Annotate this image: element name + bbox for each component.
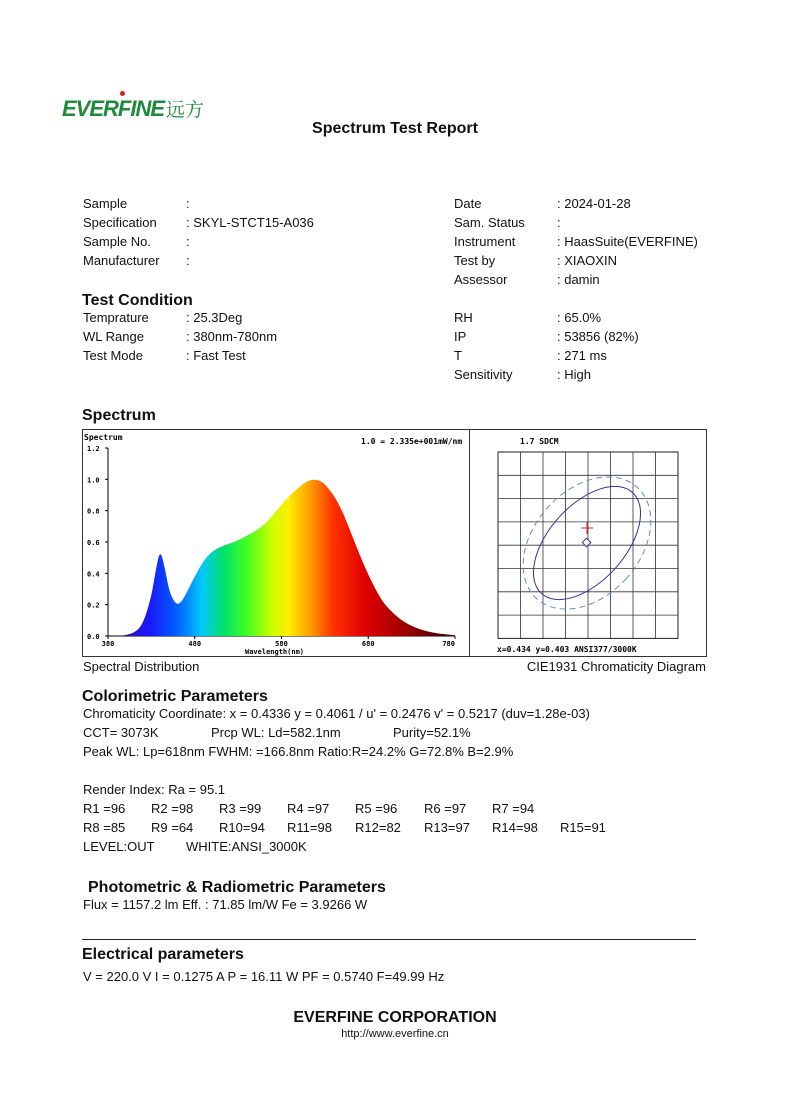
label-test-by: Test by <box>454 253 496 268</box>
test-condition-heading: Test Condition <box>82 292 193 309</box>
section-divider <box>82 939 696 940</box>
page-title: Spectrum Test Report <box>312 120 478 137</box>
electrical-heading: Electrical parameters <box>82 946 244 963</box>
white-value: WHITE:ANSI_3000K <box>186 839 307 854</box>
label-ip: IP <box>454 329 467 344</box>
r-value: R11=98 <box>287 820 332 835</box>
label-sensitivity: Sensitivity <box>454 367 513 382</box>
r-value: R5 =96 <box>355 801 398 816</box>
value-assessor: : damin <box>557 272 600 287</box>
value-sample: : <box>186 196 190 211</box>
y-tick-label: 0.8 <box>87 507 100 516</box>
value-rh: : 65.0% <box>557 310 602 325</box>
value-manufacturer: : <box>186 253 190 268</box>
chart-label: Spectrum <box>84 433 123 442</box>
r-value: R8 =85 <box>83 820 126 835</box>
cie-bottom-text: x=0.434 y=0.403 ANSI377/3000K <box>497 645 637 654</box>
r-value: R3 =99 <box>219 801 262 816</box>
r-value: R10=94 <box>219 820 265 835</box>
x-axis-label: Wavelength(nm) <box>245 648 305 656</box>
value-ip: : 53856 (82%) <box>557 329 639 344</box>
y-tick-label: 1.2 <box>87 445 100 453</box>
value-temperature: : 25.3Deg <box>186 310 243 325</box>
purity-value: Purity=52.1% <box>393 725 471 740</box>
logo-text: EVERFINE <box>62 96 165 121</box>
label-wl-range: WL Range <box>83 329 144 344</box>
r-value: R4 =97 <box>287 801 330 816</box>
label-specification: Specification <box>83 215 157 230</box>
label-date: Date <box>454 196 482 211</box>
y-tick-label: 0.4 <box>87 570 100 579</box>
r-value: R9 =64 <box>151 820 194 835</box>
colorimetric-heading: Colorimetric Parameters <box>82 688 268 705</box>
value-sample-no: : <box>186 234 190 249</box>
x-tick-label: 480 <box>188 640 202 648</box>
everfine-logo <box>62 95 204 122</box>
electrical-values: V = 220.0 V I = 0.1275 A P = 16.11 W PF = 0.5740 F=49.99 Hz <box>83 969 445 984</box>
level-value: LEVEL:OUT <box>83 839 155 854</box>
label-t: T <box>454 348 462 363</box>
prcp-wl-value: Prcp WL: Ld=582.1nm <box>211 725 341 740</box>
label-instrument: Instrument <box>454 234 516 249</box>
peak-wl-line: Peak WL: Lp=618nm FWHM: =166.8nm Ratio:R=24.2% G=72.8% B=2.9% <box>83 744 514 759</box>
cie-title: 1.7 SDCM <box>520 437 559 446</box>
label-test-mode: Test Mode <box>83 348 143 363</box>
scale-note: 1.0 = 2.335e+001mW/nm <box>361 437 463 446</box>
r-value: R1 =96 <box>83 801 126 816</box>
chromaticity-coordinate: Chromaticity Coordinate: x = 0.4336 y = 0.4061 / u' = 0.2476 v' = 0.5217 (duv=1.28e-03) <box>83 706 590 721</box>
value-specification: : SKYL-STCT15-A036 <box>186 215 314 230</box>
r-value: R12=82 <box>355 820 401 835</box>
cct-value: CCT= 3073K <box>83 725 159 740</box>
value-sensitivity: : High <box>557 367 591 382</box>
x-tick-label: 780 <box>442 640 455 648</box>
logo-cn: 远方 <box>166 100 205 121</box>
spectrum-heading: Spectrum <box>82 407 156 424</box>
r-value: R15=91 <box>560 820 606 835</box>
spectral-distribution-chart <box>83 430 469 657</box>
y-tick-label: 0.0 <box>87 633 100 641</box>
x-tick-label: 580 <box>275 640 288 648</box>
y-tick-label: 1.0 <box>87 476 100 485</box>
r-value: R14=98 <box>492 820 538 835</box>
photometric-values: Flux = 1157.2 lm Eff. : 71.85 lm/W Fe = 3.9266 W <box>83 897 368 912</box>
render-index: Render Index: Ra = 95.1 <box>83 782 226 797</box>
x-tick-label: 680 <box>361 640 375 648</box>
y-tick-label: 0.2 <box>87 601 100 610</box>
x-tick-label: 380 <box>101 640 115 648</box>
r-value: R2 =98 <box>151 801 194 816</box>
photometric-heading: Photometric & Radiometric Parameters <box>88 879 386 896</box>
spectrum-panel <box>82 429 707 657</box>
label-sam-status: Sam. Status <box>454 215 525 230</box>
value-sam-status: : <box>557 215 561 230</box>
value-test-mode: : Fast Test <box>186 348 246 363</box>
r-value: R7 =94 <box>492 801 535 816</box>
value-date: : 2024-01-28 <box>557 196 631 211</box>
label-rh: RH <box>454 310 473 325</box>
spectrum-area <box>108 480 455 636</box>
label-manufacturer: Manufacturer <box>83 253 160 268</box>
logo-dot-icon <box>120 91 125 96</box>
value-instrument: : HaasSuite(EVERFINE) <box>557 234 698 249</box>
value-test-by: : XIAOXIN <box>557 253 617 268</box>
value-wl-range: : 380nm-780nm <box>186 329 278 344</box>
label-sample: Sample <box>83 196 128 211</box>
label-assessor: Assessor <box>454 272 508 287</box>
label-sample-no: Sample No. <box>83 234 151 249</box>
caption-cie-diagram: CIE1931 Chromaticity Diagram <box>526 659 706 674</box>
y-tick-label: 0.6 <box>87 539 100 547</box>
caption-spectral-distribution: Spectral Distribution <box>83 659 200 674</box>
label-temperature: Temprature <box>83 310 149 325</box>
corporation-name: EVERFINE CORPORATION <box>293 1009 497 1026</box>
value-t: : 271 ms <box>557 348 607 363</box>
corporation-url: http://www.everfine.cn <box>341 1028 449 1040</box>
r-value: R13=97 <box>424 820 470 835</box>
r-value: R6 =97 <box>424 801 467 816</box>
cie-chromaticity-diagram <box>470 430 708 657</box>
